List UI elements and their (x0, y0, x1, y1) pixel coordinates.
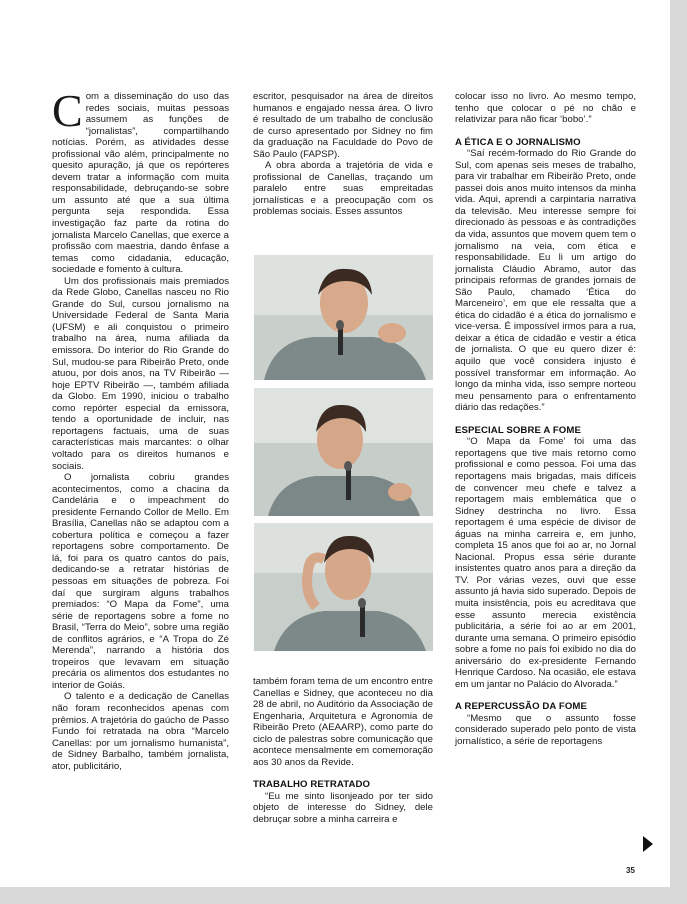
section-heading: A ÉTICA E O JORNALISMO (455, 136, 581, 148)
body-paragraph: “Eu me sinto lisonjeado por ter sido objeto de interesse do Sidney, dele debruçar sobre a minha carreira e (253, 790, 433, 826)
photo-speaker-1 (254, 255, 433, 380)
body-paragraph: “Saí recém-formado do Rio Grande do Sul, com apenas seis meses de trabalho, para vir trabalhar em Ribeirão Preto, onde passei dois anos muito intensos da minha vida. Aqui, aprendi a carpintaria narrativa da televisão. Meu interesse sempre foi direcionado às pessoas e às contradições da vida, assuntos que movem quem tem o jornalismo na veia, com ética e responsabilidade. Eu li um artigo do jornalista Cláudio Abramo, autor das principais reformas de grandes jornais de São Paulo, chamado ‘Ética do Marceneiro’, em que ele ressalta que a ética do cidadão é a ética do jornalismo e vice-versa. É impossível irmos para a rua, deixar a ética de cidadão e vestir a ética de jornalista. O que eu quero dizer é: aquilo que você considera injusto é possível transformar em informação. Ao longo da minha vida, isso sempre norteou meu pensamento para o enfrentamento diário das redações.” (455, 148, 636, 414)
body-paragraph: colocar isso no livro. Ao mesmo tempo, tenho que colocar o pé no chão e relativizar para não ficar ‘bobo’.” (455, 91, 636, 126)
body-paragraph: O talento e a dedicação de Canellas não foram reconhecidos apenas com prêmios. A trajetória do gaúcho de Passo Fundo foi retratada na obra “Marcelo Canellas: por um jornalismo humanista”, de Sidney Barbalho, também jornalista, ator, publicitário, (52, 691, 229, 772)
column-2-top (253, 91, 433, 218)
body-paragraph: Um dos profissionais mais premiados da Rede Globo, Canellas nasceu no Rio Grande do Sul, cursou jornalismo na Universidade Federal de Santa Maria (UFSM) e ali conquistou o primeiro trabalho na área, numa afiliada da emissora. Do interior do Rio Grande do Sul, mudou-se para Ribeirão Preto, onde atuou, por dois anos, na TV Ribeirão — hoje EPTV Ribeirão —, também afiliada da Globo. Em 1990, iniciou o trabalho como repórter especial da emissora, tendo a oportunidade de incluir, nas reportagens factuais, uma de suas características mais marcantes: o olhar voltado para os direitos humanos e sociais. (52, 275, 229, 472)
intro-paragraph: Com a disseminação do uso das redes sociais, muitas pessoas assumem as funções de “jornalistas”, compartilhando notícias. Porém, as atividades desse profissional vão além, principalmente no quesito apuração, já que os repórteres devem tratar a informação com muita responsabilidade, debruçando-se sobre um assunto até que a sua última pergunta seja respondida. Essa investigação faz parte da rotina do jornalista Marcelo Canellas, que exerce a profissão com maestria, dando ênfase a temas como cidadania, educação, sociedade e fomento à cultura. (52, 85, 229, 276)
photo-speaker-3 (254, 523, 433, 651)
section-heading: TRABALHO RETRATADO (253, 779, 371, 791)
body-paragraph: A obra aborda a trajetória de vida e profissional de Canellas, traçando um paralelo entre suas empreitadas jornalísticas e a preocupação com os problemas sociais. Esses assuntos (253, 160, 433, 218)
continue-arrow-icon (643, 836, 653, 852)
photo-speaker-2 (254, 388, 433, 516)
drop-cap: C (52, 85, 83, 136)
body-paragraph: “O Mapa da Fome’ foi uma das reportagens que tive mais retorno como profissional e como pessoa. Foi uma das reportagens mais brigadas, mais difíceis de convencer meu chefe e talvez a reportagem mais emblemática que o Sidney destrincha no livro. Essa reportagem é uma espécie de divisor de águas na minha carreira e, em junho, completa 15 anos que foi ao ar, no Jornal Nacional. Propus essa série durante insistentes quatro anos para a direção da TV. Por várias vezes, ouvi que esse assunto já havia sido superado. Depois de muita insistência, pois eu acreditava que esse assunto merecia existência publicitária, a série foi ao ar em 2001, durante uma semana. O primeiro episódio sobre a fome no país foi exibido no dia do aniversário do ex-presidente Fernando Henrique Cardoso. Na ocasião, ele estava em um jantar no Palácio do Alvorada.” (455, 436, 636, 690)
body-paragraph: O jornalista cobriu grandes acontecimentos, como a chacina da Candelária e o impeachment do presidente Fernando Collor de Mello. Em Brasília, Canellas não se adaptou com a cobertura política e começou a fazer reportagens sobre comportamento. De lá, foi para os quatro cantos do país, dedicando-se a retratar histórias de pessoas em situações de pobreza. Foi daí que surgiram alguns trabalhos premiados: “O Mapa da Fome”, uma série de reportagens sobre a fome no Brasil, “Terra do Meio”, sobre uma região de conflitos agrários, e “A Tropa do Zé Merenda”, narrando a história dos tropeiros que levavam em situação precária os alimentos dos estudantes no interior de Goiás. (52, 472, 229, 691)
body-paragraph: “Mesmo que o assunto fosse considerado superado pelo ponto de vista jornalístico, a série de reportagens (455, 712, 636, 747)
section-heading: ESPECIAL SOBRE A FOME (455, 424, 581, 436)
body-paragraph: escritor, pesquisador na área de direitos humanos e engajado nessa área. O livro é resultado de um trabalho de conclusão de curso apresentado por Sidney no fim da graduação na Faculdade do Povo de São Paulo (FAPSP). (253, 91, 433, 160)
photo-speaker-1-image (254, 255, 433, 380)
photo-speaker-2-image (254, 388, 433, 516)
column-3 (455, 91, 636, 748)
column-2-bottom (253, 676, 433, 826)
section-heading: A REPERCUSSÃO DA FOME (455, 701, 587, 713)
page-number: 35 (626, 866, 635, 875)
photo-speaker-3-image (254, 523, 433, 651)
column-1 (52, 85, 229, 772)
body-paragraph: também foram tema de um encontro entre Canellas e Sidney, que aconteceu no dia 28 de abril, no Auditório da Associação de Engenharia, Arquitetura e Agronomia de Ribeirão Preto (AEAARP), como parte do ciclo de palestras sobre comunicação que acontece mensalmente em comemoração aos 30 anos da Revide. (253, 676, 433, 768)
